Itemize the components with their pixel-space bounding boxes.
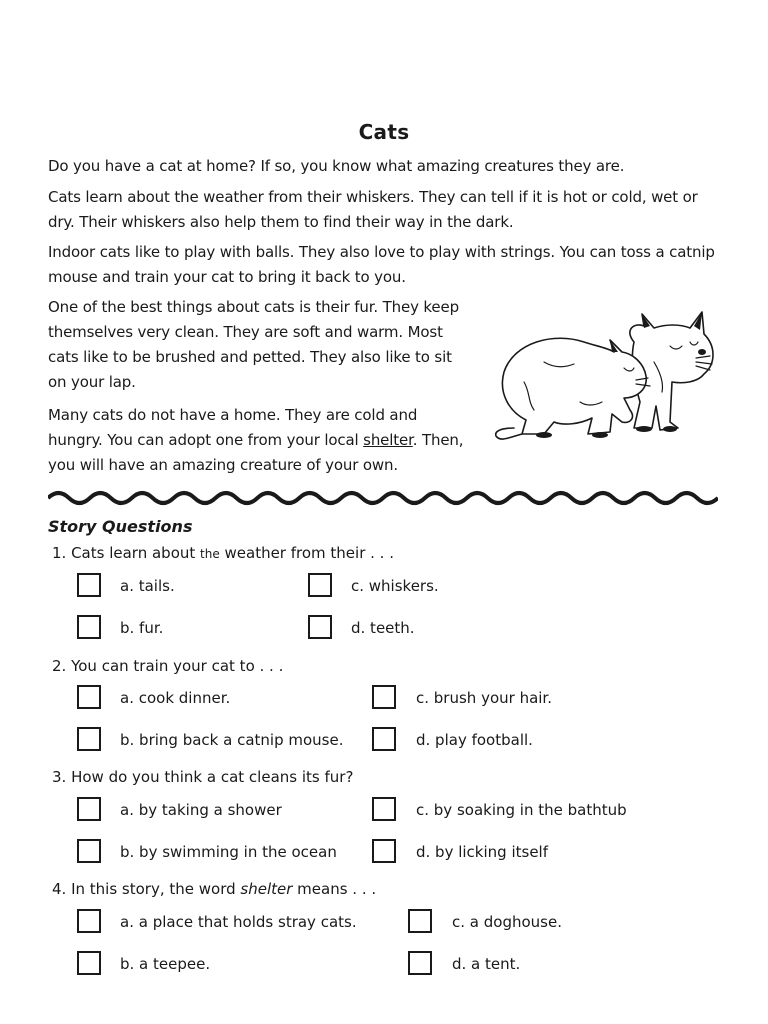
q3-option-b: b. by swimming in the ocean <box>120 843 337 861</box>
q4-option-c: c. a doghouse. <box>452 913 562 931</box>
question-1-prompt <box>52 544 394 562</box>
q2-checkbox-d[interactable] <box>372 727 396 751</box>
q4-checkbox-d[interactable] <box>408 951 432 975</box>
q2-option-c: c. brush your hair. <box>416 689 552 707</box>
q1-checkbox-a[interactable] <box>77 573 101 597</box>
question-2-prompt: 2. You can train your cat to . . . <box>52 657 284 675</box>
q2-option-d: d. play football. <box>416 731 533 749</box>
q2-checkbox-b[interactable] <box>77 727 101 751</box>
q3-option-d: d. by licking itself <box>416 843 548 861</box>
paragraph-intro: Do you have a cat at home? If so, you know what amazing creatures they are. <box>48 157 625 175</box>
question-1-prompt-start: 1. Cats learn about <box>52 544 201 562</box>
question-3-prompt: 3. How do you think a cat cleans its fur? <box>52 768 354 786</box>
q2-checkbox-a[interactable] <box>77 685 101 709</box>
paragraph-adopt <box>48 403 468 478</box>
paragraph-fur: One of the best things about cats is their fur. They keep themselves very clean. They are soft and warm. Most cats like to be brushed and petted. They also like to sit on your lap. <box>48 298 459 391</box>
q2-option-b: b. bring back a catnip mouse. <box>120 731 344 749</box>
question-4-prompt <box>52 880 376 898</box>
q3-option-c: c. by soaking in the bathtub <box>416 801 627 819</box>
question-1-prompt-end: weather from their . . . <box>219 544 394 562</box>
paragraph-adopt-text-start: Many cats do not have a home. They are cold and hungry. You can adopt one from your local <box>48 406 418 449</box>
shelter-underlined-word: shelter <box>363 431 413 449</box>
wavy-divider <box>48 488 718 508</box>
question-1-prompt-small-word: the <box>200 547 220 561</box>
q1-checkbox-d[interactable] <box>308 615 332 639</box>
q3-checkbox-b[interactable] <box>77 839 101 863</box>
q3-checkbox-c[interactable] <box>372 797 396 821</box>
two-cats-grooming-illustration <box>484 302 724 452</box>
q3-checkbox-a[interactable] <box>77 797 101 821</box>
q3-option-a: a. by taking a shower <box>120 801 282 819</box>
q1-option-a: a. tails. <box>120 577 175 595</box>
q4-checkbox-b[interactable] <box>77 951 101 975</box>
q1-checkbox-b[interactable] <box>77 615 101 639</box>
q2-checkbox-c[interactable] <box>372 685 396 709</box>
paragraph-play: Indoor cats like to play with balls. They also love to play with strings. You can toss a catnip mouse and train your cat to bring it back to you. <box>48 243 715 286</box>
q4-option-a: a. a place that holds stray cats. <box>120 913 357 931</box>
question-4-italic-word: shelter <box>240 880 293 898</box>
q1-option-d: d. teeth. <box>351 619 415 637</box>
q1-option-c: c. whiskers. <box>351 577 439 595</box>
question-4-prompt-end: means . . . <box>292 880 377 898</box>
paragraph-whiskers: Cats learn about the weather from their whiskers. They can tell if it is hot or cold, wet or dry. Their whiskers also help them to find their way in the dark. <box>48 188 698 231</box>
q1-option-b: b. fur. <box>120 619 164 637</box>
q4-option-b: b. a teepee. <box>120 955 211 973</box>
q4-option-d: d. a tent. <box>452 955 521 973</box>
q1-checkbox-c[interactable] <box>308 573 332 597</box>
q4-checkbox-a[interactable] <box>77 909 101 933</box>
story-questions-heading: Story Questions <box>48 517 193 536</box>
worksheet-title: Cats <box>358 120 410 144</box>
question-4-prompt-start: 4. In this story, the word <box>52 880 241 898</box>
q3-checkbox-d[interactable] <box>372 839 396 863</box>
q4-checkbox-c[interactable] <box>408 909 432 933</box>
q2-option-a: a. cook dinner. <box>120 689 231 707</box>
paragraph-adopt-text-end: . Then, you will have an amazing creature of your own. <box>48 431 464 474</box>
